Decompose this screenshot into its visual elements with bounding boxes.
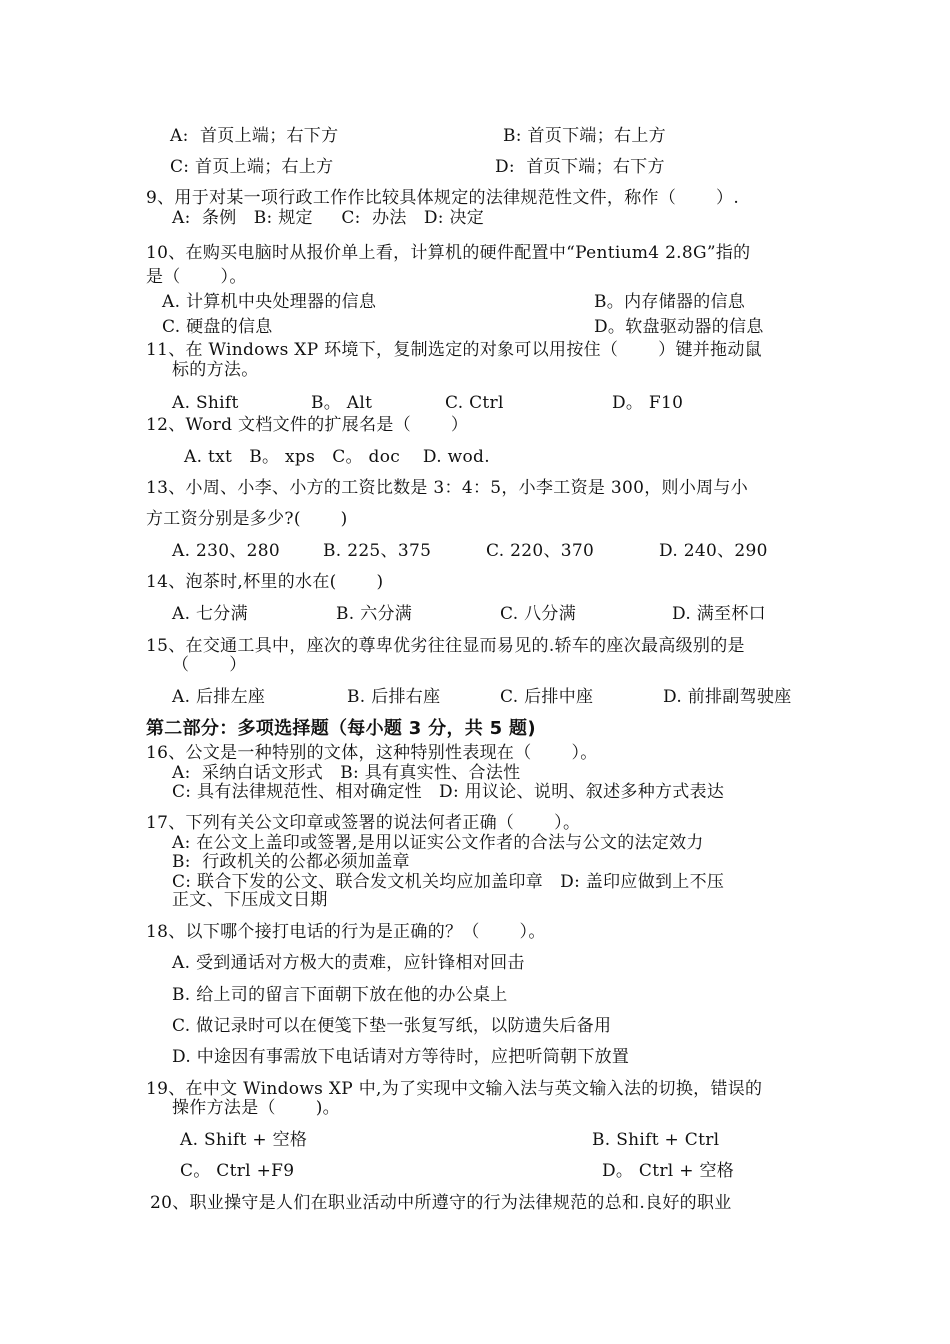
section2-heading: 第二部分：多项选择题（每小题 3 分，共 5 题) [146, 718, 536, 739]
q15-stem-line1: 15、在交通工具中，座次的尊卑优劣往往显而易见的.轿车的座次最高级别的是 [146, 636, 745, 656]
q11-stem-line2: 标的方法。 [172, 360, 259, 380]
q8-option-a: A: 首页上端；右下方 [170, 126, 339, 146]
q11-option-d: D。 F10 [612, 393, 684, 413]
q14-option-b: B. 六分满 [336, 604, 413, 624]
q10-option-c: C. 硬盘的信息 [162, 317, 273, 337]
q17-stem: 17、下列有关公文印章或签署的说法何者正确（ ）。 [146, 813, 581, 833]
q18-stem: 18、以下哪个接打电话的行为是正确的？（ ）。 [146, 922, 546, 942]
q18-option-d: D. 中途因有事需放下电话请对方等待时，应把听筒朝下放置 [172, 1047, 630, 1067]
q11-option-a: A. Shift [172, 393, 239, 413]
q10-stem-line2: 是（ ）。 [146, 267, 247, 287]
q17-option-c-d: C: 联合下发的公文、联合发文机关均应加盖印章 D: 盖印应做到上不压 [172, 872, 725, 892]
q9-stem: 9、用于对某一项行政工作作比较具体规定的法律规范性文件，称作（ ）. [146, 188, 740, 208]
q15-option-b: B. 后排右座 [347, 687, 441, 707]
q13-option-d: D. 240、290 [659, 541, 768, 561]
q15-option-a: A. 后排左座 [172, 687, 266, 707]
q13-stem-line2: 方工资分别是多少?( ) [146, 509, 348, 529]
q20-stem-line1: 20、职业操守是人们在职业活动中所遵守的行为法律规范的总和.良好的职业 [150, 1193, 732, 1213]
q15-option-c: C. 后排中座 [500, 687, 594, 707]
q14-option-a: A. 七分满 [172, 604, 248, 624]
q11-option-b: B。 Alt [311, 393, 373, 413]
q15-option-d: D. 前排副驾驶座 [663, 687, 792, 707]
q16-options-line2: C: 具有法律规范性、相对确定性 D: 用议论、说明、叙述多种方式表达 [172, 782, 725, 802]
q10-option-d: D。软盘驱动器的信息 [594, 317, 764, 337]
q19-option-c: C。 Ctrl +F9 [180, 1161, 295, 1181]
q16-stem: 16、公文是一种特别的文体，这种特别性表现在（ ）。 [146, 743, 598, 763]
q10-option-b: B。内存储器的信息 [594, 292, 746, 312]
q8-option-b: B: 首页下端；右上方 [503, 126, 666, 146]
q17-option-d-cont: 正文、下压成文日期 [172, 890, 328, 910]
q17-option-b: B: 行政机关的公都必须加盖章 [172, 852, 410, 872]
q12-stem: 12、Word 文档文件的扩展名是（ ） [146, 415, 469, 435]
q8-option-c: C: 首页上端；右上方 [170, 157, 334, 177]
q14-option-c: C. 八分满 [500, 604, 577, 624]
q9-options: A: 条例 B: 规定 C: 办法 D: 决定 [172, 208, 485, 228]
q14-option-d: D. 满至杯口 [672, 604, 766, 624]
q12-options: A. txt B。 xps C。 doc D. wod. [184, 447, 490, 467]
q13-option-a: A. 230、280 [172, 541, 280, 561]
q13-option-c: C. 220、370 [486, 541, 595, 561]
q8-option-d: D: 首页下端；右下方 [495, 157, 665, 177]
q11-option-c: C. Ctrl [445, 393, 504, 413]
q15-stem-line2: （ ） [172, 655, 247, 675]
q19-stem-line1: 19、在中文 Windows XP 中,为了实现中文输入法与英文输入法的切换，错误的 [146, 1079, 763, 1099]
q10-stem-line1: 10、在购买电脑时从报价单上看，计算机的硬件配置中“Pentium4 2.8G”指的 [146, 243, 751, 263]
q16-options-line1: A: 采纳白话文形式 B: 具有真实性、合法性 [172, 763, 521, 783]
q19-stem-line2: 操作方法是（ )。 [172, 1098, 340, 1118]
q19-option-d: D。 Ctrl + 空格 [602, 1161, 735, 1181]
q19-option-b: B. Shift + Ctrl [592, 1130, 720, 1150]
q18-option-b: B. 给上司的留言下面朝下放在他的办公桌上 [172, 985, 508, 1005]
q14-stem: 14、泡茶时,杯里的水在( ) [146, 572, 384, 592]
q17-option-a: A: 在公文上盖印或签署,是用以证实公文作者的合法与公文的法定效力 [172, 833, 704, 853]
q10-option-a: A. 计算机中央处理器的信息 [162, 292, 377, 312]
q18-option-a: A. 受到通话对方极大的责难，应针锋相对回击 [172, 953, 525, 973]
q18-option-c: C. 做记录时可以在便笺下垫一张复写纸，以防遗失后备用 [172, 1016, 612, 1036]
q19-option-a: A. Shift + 空格 [180, 1130, 308, 1150]
q11-stem-line1: 11、在 Windows XP 环境下，复制选定的对象可以用按住（ ）键并拖动鼠 [146, 340, 762, 360]
q13-stem-line1: 13、小周、小李、小方的工资比数是 3：4：5，小李工资是 300，则小周与小 [146, 478, 749, 498]
q13-option-b: B. 225、375 [323, 541, 432, 561]
